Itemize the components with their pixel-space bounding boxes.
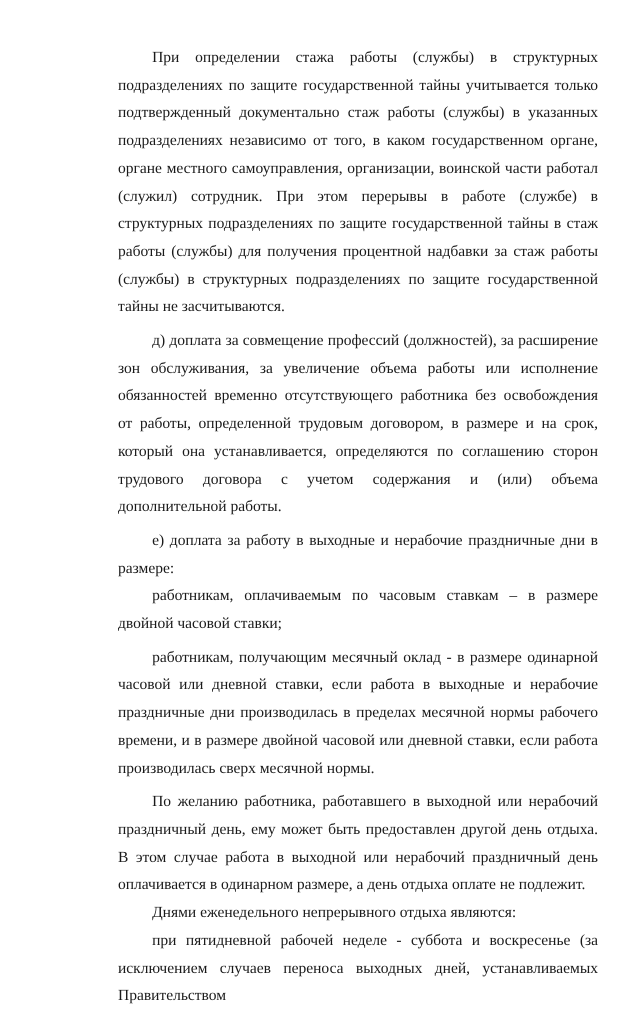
paragraph-weekend-surcharge: е) доплата за работу в выходные и нерабочие праздничные дни в размере: — [118, 531, 598, 577]
paragraph-combination-surcharge: д) доплата за совмещение профессий (должностей), за расширение зон обслуживания, за увеличение объема работы или исполнение обязанностей временно отсутствующего работника без освобождения от работы, определенной трудовым договором, в размере и на срок, который она устанавливается, определяются по соглашению сторон трудового договора с учетом содержания и (или) объема дополнительной работы. — [118, 332, 598, 516]
document-body — [118, 44, 598, 1010]
paragraph-weekly-rest-days: Днями еженедельного непрерывного отдыха являются: — [152, 904, 517, 922]
paragraph-hourly-workers: работникам, оплачиваемым по часовым ставкам – в размере двойной часовой ставки; — [118, 587, 598, 633]
paragraph-day-off-option: По желанию работника, работавшего в выходной или нерабочий праздничный день, ему может быть предоставлен другой день отдыха. В этом случае работа в выходной или нерабочий праздничный день оплачивается в одинарном размере, а день отдыха оплате не подлежит. — [118, 793, 598, 894]
paragraph-monthly-salary-workers: работникам, получающим месячный оклад - в размере одинарной часовой или дневной ставки, если работа в выходные и нерабочие праздничные дни производилась в пределах месячной нормы рабочего времени, и в размере двойной часовой или дневной ставки, если работа производилась сверх месячной нормы. — [118, 648, 598, 777]
paragraph-service-length: При определении стажа работы (службы) в структурных подразделениях по защите государственной тайны учитывается только подтвержденный документально стаж работы (службы) в указанных подразделениях независимо от того, в каком государственном органе, органе местного самоуправления, организации, воинской части работал (служил) сотрудник. При этом перерывы в работе (службе) в структурных подразделениях по защите государственной тайны в стаж работы (службы) для получения процентной надбавки за стаж работы (службы) в структурных подразделениях по защите государственной тайны не засчитываются. — [118, 49, 598, 316]
paragraph-five-day-week: при пятидневной рабочей неделе - суббота и воскресенье (за исключением случаев переноса выходных дней, устанавливаемых Правительством — [118, 931, 598, 1005]
